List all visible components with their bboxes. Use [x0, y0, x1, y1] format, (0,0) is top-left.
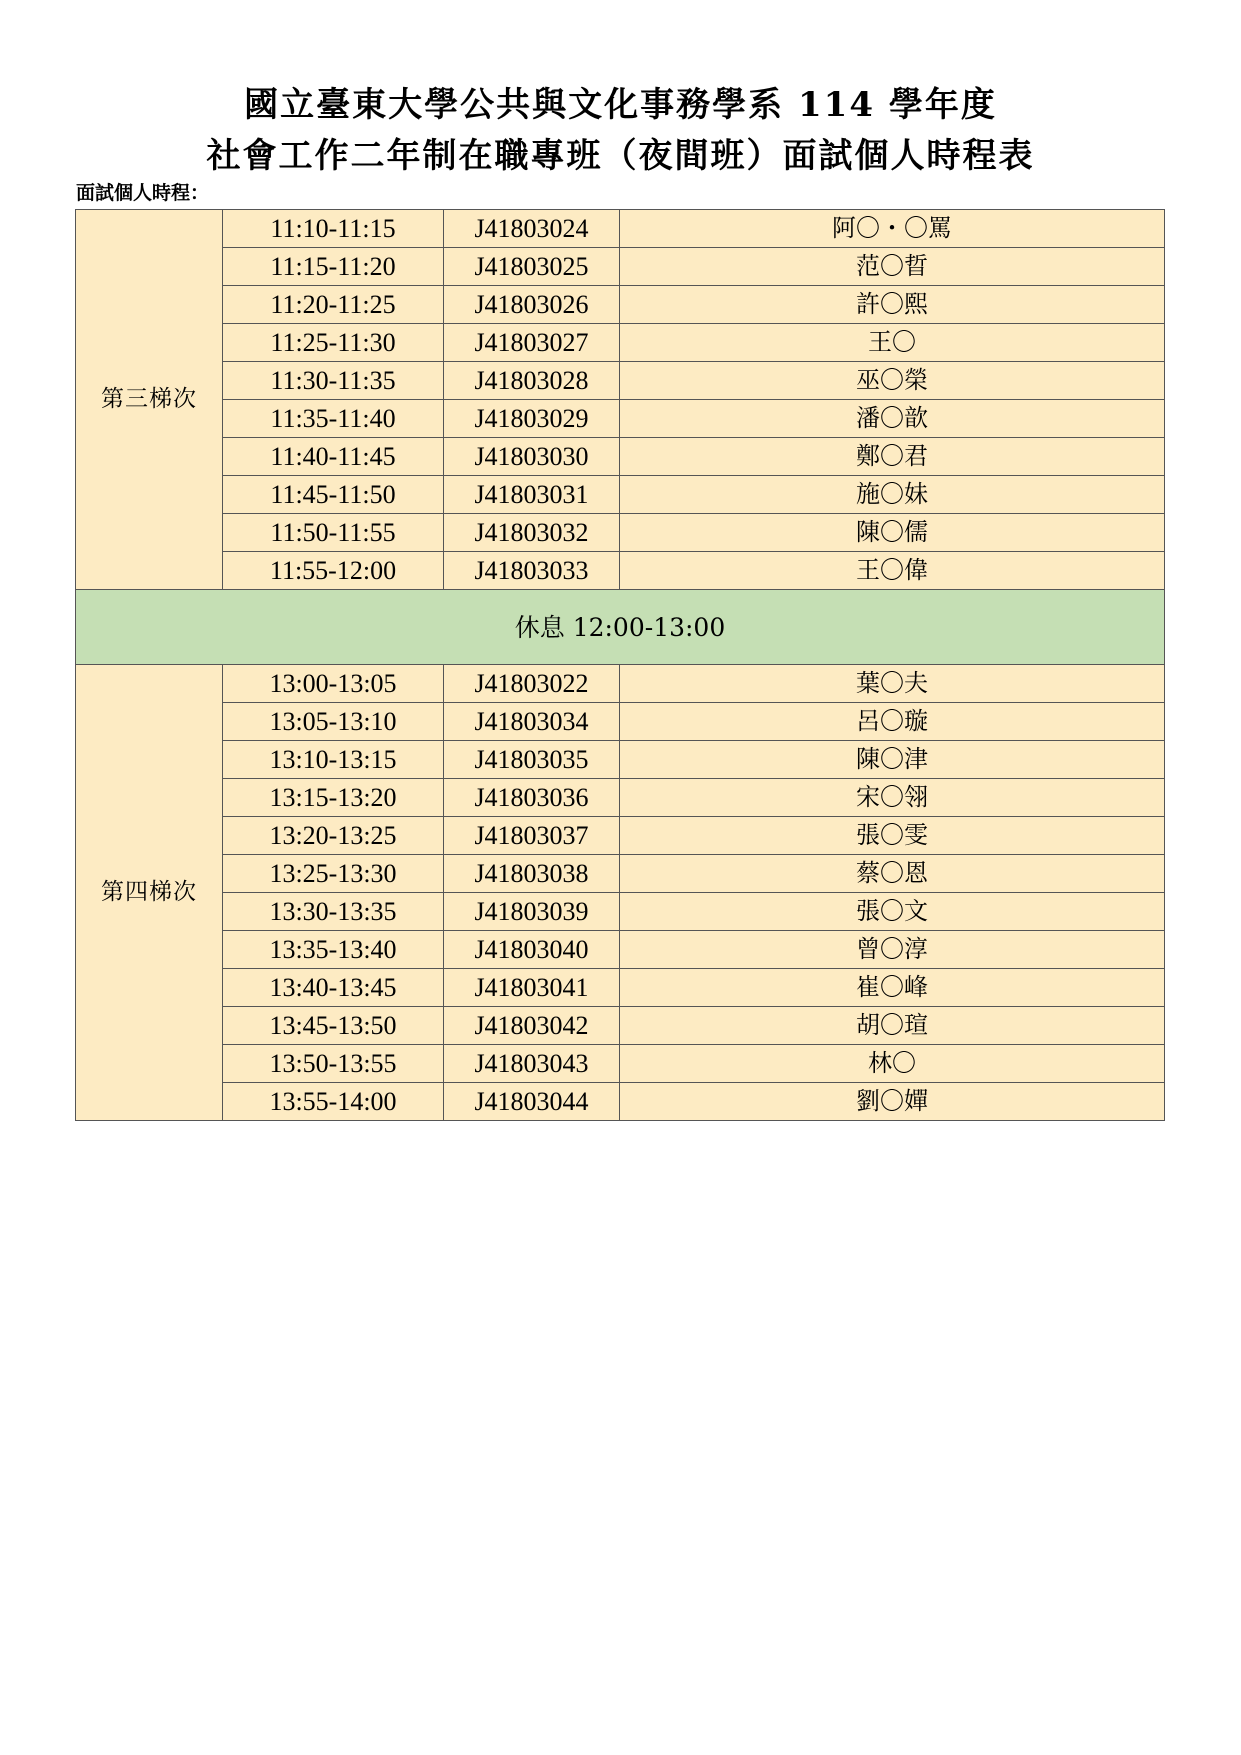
applicant-id-cell: J41803035 [444, 741, 620, 779]
table-row [76, 476, 1165, 514]
applicant-id-cell: J41803026 [444, 286, 620, 324]
time-slot-cell: 13:40-13:45 [223, 969, 444, 1007]
time-slot-cell: 11:45-11:50 [223, 476, 444, 514]
applicant-id-cell: J41803040 [444, 931, 620, 969]
time-slot-cell: 13:15-13:20 [223, 779, 444, 817]
table-row [76, 438, 1165, 476]
table-row [76, 779, 1165, 817]
applicant-name-cell: 劉〇嬋 [620, 1083, 1165, 1121]
applicant-name-cell: 林〇 [620, 1045, 1165, 1083]
time-slot-cell: 13:35-13:40 [223, 931, 444, 969]
time-slot-cell: 11:55-12:00 [223, 552, 444, 590]
applicant-id-cell: J41803027 [444, 324, 620, 362]
time-slot-cell: 11:35-11:40 [223, 400, 444, 438]
applicant-name-cell: 陳〇津 [620, 741, 1165, 779]
table-row [76, 210, 1165, 248]
applicant-id-cell: J41803033 [444, 552, 620, 590]
time-slot-cell: 11:25-11:30 [223, 324, 444, 362]
break-cell: 休息 12:00-13:00 [76, 590, 1165, 665]
applicant-id-cell: J41803032 [444, 514, 620, 552]
applicant-name-cell: 呂〇璇 [620, 703, 1165, 741]
table-row [76, 665, 1165, 703]
applicant-name-cell: 潘〇歆 [620, 400, 1165, 438]
table-row [76, 248, 1165, 286]
applicant-name-cell: 阿〇・〇罵 [620, 210, 1165, 248]
table-row [76, 1007, 1165, 1045]
table-row [76, 1045, 1165, 1083]
applicant-id-cell: J41803036 [444, 779, 620, 817]
time-slot-cell: 13:10-13:15 [223, 741, 444, 779]
time-slot-cell: 13:25-13:30 [223, 855, 444, 893]
time-slot-cell: 11:15-11:20 [223, 248, 444, 286]
page-title-line1: 國立臺東大學公共與文化事務學系 114 學年度 [244, 85, 997, 125]
time-slot-cell: 13:50-13:55 [223, 1045, 444, 1083]
time-slot-cell: 13:45-13:50 [223, 1007, 444, 1045]
schedule-subtitle: 面試個人時程： [76, 182, 210, 204]
applicant-id-cell: J41803037 [444, 817, 620, 855]
table-row [76, 514, 1165, 552]
applicant-id-cell: J41803024 [444, 210, 620, 248]
schedule-body [76, 210, 1165, 1121]
time-slot-cell: 11:20-11:25 [223, 286, 444, 324]
applicant-name-cell: 胡〇瑄 [620, 1007, 1165, 1045]
page-title-line2: 社會工作二年制在職專班（夜間班）面試個人時程表 [206, 136, 1035, 176]
time-slot-cell: 13:00-13:05 [223, 665, 444, 703]
time-slot-cell: 11:40-11:45 [223, 438, 444, 476]
time-slot-cell: 13:55-14:00 [223, 1083, 444, 1121]
applicant-name-cell: 陳〇儒 [620, 514, 1165, 552]
applicant-id-cell: J41803043 [444, 1045, 620, 1083]
applicant-name-cell: 蔡〇恩 [620, 855, 1165, 893]
session-label: 第三梯次 [76, 210, 223, 590]
table-row [76, 286, 1165, 324]
time-slot-cell: 13:20-13:25 [223, 817, 444, 855]
applicant-id-cell: J41803044 [444, 1083, 620, 1121]
applicant-name-cell: 張〇文 [620, 893, 1165, 931]
table-row [76, 969, 1165, 1007]
applicant-name-cell: 許〇熙 [620, 286, 1165, 324]
applicant-id-cell: J41803042 [444, 1007, 620, 1045]
applicant-name-cell: 巫〇榮 [620, 362, 1165, 400]
time-slot-cell: 11:50-11:55 [223, 514, 444, 552]
interview-schedule-table [75, 209, 1165, 1121]
table-row [76, 324, 1165, 362]
time-slot-cell: 11:30-11:35 [223, 362, 444, 400]
applicant-name-cell: 葉〇夫 [620, 665, 1165, 703]
applicant-name-cell: 施〇妹 [620, 476, 1165, 514]
table-row [76, 703, 1165, 741]
table-row [76, 1083, 1165, 1121]
applicant-id-cell: J41803041 [444, 969, 620, 1007]
applicant-name-cell: 曾〇淳 [620, 931, 1165, 969]
applicant-id-cell: J41803025 [444, 248, 620, 286]
applicant-name-cell: 張〇雯 [620, 817, 1165, 855]
time-slot-cell: 13:30-13:35 [223, 893, 444, 931]
session-label: 第四梯次 [76, 665, 223, 1121]
applicant-id-cell: J41803028 [444, 362, 620, 400]
table-row [76, 362, 1165, 400]
applicant-id-cell: J41803022 [444, 665, 620, 703]
table-row [76, 931, 1165, 969]
time-slot-cell: 11:10-11:15 [223, 210, 444, 248]
applicant-id-cell: J41803038 [444, 855, 620, 893]
applicant-id-cell: J41803031 [444, 476, 620, 514]
applicant-name-cell: 范〇晢 [620, 248, 1165, 286]
table-row [76, 741, 1165, 779]
table-row [76, 893, 1165, 931]
applicant-id-cell: J41803030 [444, 438, 620, 476]
table-row [76, 817, 1165, 855]
applicant-id-cell: J41803039 [444, 893, 620, 931]
time-slot-cell: 13:05-13:10 [223, 703, 444, 741]
applicant-id-cell: J41803034 [444, 703, 620, 741]
applicant-name-cell: 崔〇峰 [620, 969, 1165, 1007]
applicant-name-cell: 鄭〇君 [620, 438, 1165, 476]
table-row [76, 855, 1165, 893]
applicant-id-cell: J41803029 [444, 400, 620, 438]
applicant-name-cell: 宋〇翎 [620, 779, 1165, 817]
table-row [76, 400, 1165, 438]
applicant-name-cell: 王〇偉 [620, 552, 1165, 590]
applicant-name-cell: 王〇 [620, 324, 1165, 362]
break-row [76, 590, 1165, 665]
table-row [76, 552, 1165, 590]
